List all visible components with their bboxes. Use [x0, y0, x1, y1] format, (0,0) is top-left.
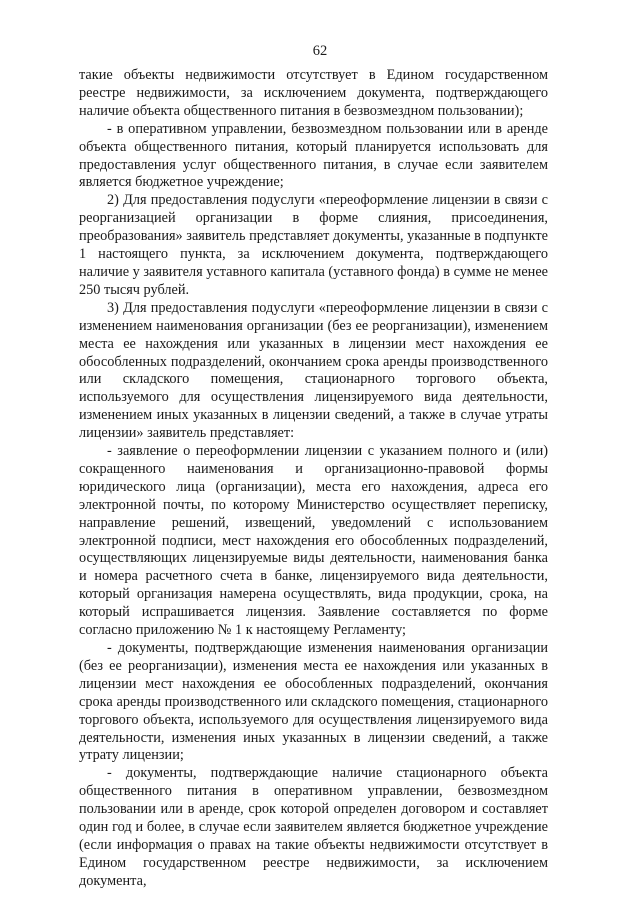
paragraph-change-documents: - документы, подтверждающие изменения наименования организации (без ее реорганизации), изменения места ее нахождения или указанных в лицензии мест нахождения ее обособленных подразделений, окончания срока аренды производственного или складского помещения, стационарного торгового объекта, используемого для осуществления лицензируемого вида деятельности, изменения иных указанных в лицензии сведений, а также утрату лицензии;: [79, 640, 548, 764]
paragraph-reissue-application: - заявление о переоформлении лицензии с указанием полного и (или) сокращенного наименования и организационно-правовой формы юридического лица (организации), места его нахождения, адреса его электронной почты, по которому Министерство осуществляет переписку, направление решений, извещений, уведомлений с использованием электронной подписи, мест нахождения его обособленных подразделений, осуществляющих лицензируемые виды деятельности, наименования банка и номера расчетного счета в банке, лицензируемого вида деятельности, который организация намерена осуществлять, вида продукции, срока, на который испрашивается лицензия. Заявление составляется по форме согласно приложению № 1 к настоящему Регламенту;: [79, 443, 548, 639]
document-body: [79, 67, 548, 891]
paragraph-catering-facility-documents: - документы, подтверждающие наличие стационарного объекта общественного питания в оперативном управлении, безвозмездном пользовании или в аренде, срок которой определен договором и составляет один год и более, в случае если заявителем является бюджетное учреждение (если информация о правах на такие объекты недвижимости отсутствует в Едином государственном реестре недвижимости, за исключением документа,: [79, 765, 548, 889]
paragraph-continuation: такие объекты недвижимости отсутствует в Едином государственном реестре недвижимости, за исключением документа, подтверждающего наличие объекта общественного питания в безвозмездном пользовании);: [79, 67, 548, 119]
paragraph-item-2: 2) Для предоставления подуслуги «переоформление лицензии в связи с реорганизацией организации в форме слияния, присоединения, преобразования» заявитель представляет документы, указанные в подпункте 1 настоящего пункта, за исключением документа, подтверждающего наличие у заявителя уставного капитала (уставного фонда) в сумме не менее 250 тысяч рублей.: [79, 192, 549, 298]
page-number: 62: [312, 43, 328, 59]
paragraph-item-3: 3) Для предоставления подуслуги «переоформление лицензии в связи с изменением наименования организации (без ее реорганизации), изменением места ее нахождения или указанных в лицензии мест нахождения ее обособленных подразделений, окончанием срока аренды производственного или складского помещения, стационарного торгового объекта, используемого для осуществления лицензируемого вида деятельности, изменением иных указанных в лицензии сведений, а также в случае утраты лицензии» заявитель представляет:: [79, 299, 548, 442]
paragraph-operational-management: - в оперативном управлении, безвозмездном пользовании или в аренде объекта общественного питания, который планируется использовать для предоставления услуг общественного питания, в случае если заявителем является бюджетное учреждение;: [79, 120, 548, 191]
